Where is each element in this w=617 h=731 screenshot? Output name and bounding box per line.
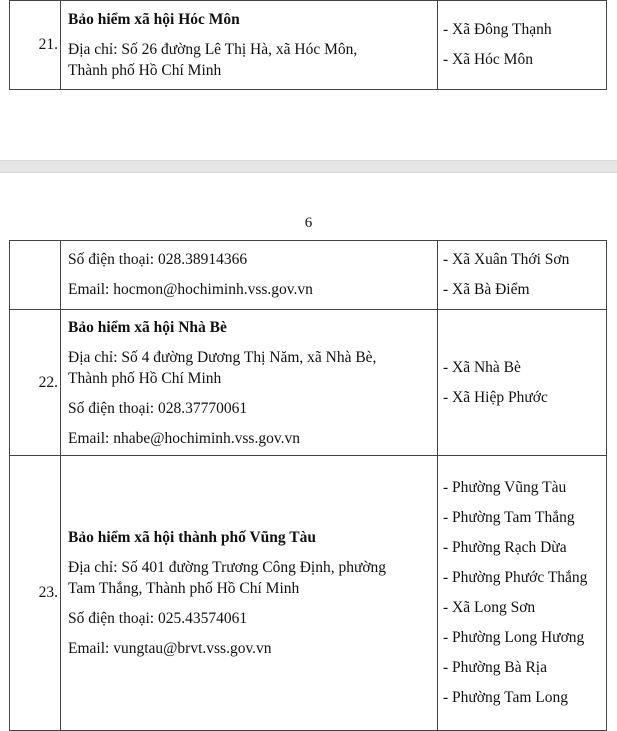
office-table-page-2 <box>9 240 607 731</box>
office-info <box>61 241 438 310</box>
table-row <box>10 456 607 731</box>
district-list <box>438 456 607 731</box>
district-item: - Xã Hiệp Phước <box>443 388 548 406</box>
office-address-line: Địa chỉ: Số 401 đường Trương Công Định, phường <box>68 559 387 576</box>
district-item: - Xã Nhà Bè <box>443 358 521 376</box>
office-address-line: Thành phố Hồ Chí Minh <box>68 62 222 79</box>
office-name: Bảo hiểm xã hội thành phố Vũng Tàu <box>68 529 316 546</box>
district-item: - Phường Phước Thắng <box>443 569 588 586</box>
office-name: Bảo hiểm xã hội Nhà Bè <box>68 318 227 336</box>
district-item: - Xã Long Sơn <box>443 599 536 616</box>
row-number: 22. <box>10 310 61 456</box>
district-item: - Xã Xuân Thới Sơn <box>443 251 570 268</box>
row-number <box>10 241 61 310</box>
office-table-page-1 <box>9 0 607 90</box>
row-number: 21. <box>10 1 61 90</box>
page-separator <box>0 160 617 173</box>
office-email: Email: vungtau@brvt.vss.gov.vn <box>68 640 272 657</box>
district-list <box>438 1 607 90</box>
district-item: - Phường Tam Thắng <box>443 509 575 526</box>
office-address-line: Địa chỉ: Số 4 đường Dương Thị Năm, xã Nhà Bè, <box>68 348 377 366</box>
district-list <box>438 241 607 310</box>
district-item: - Xã Đông Thạnh <box>443 21 552 38</box>
row-number: 23. <box>10 456 61 731</box>
office-info <box>61 456 438 731</box>
office-address-line: Tam Thắng, Thành phố Hồ Chí Minh <box>68 580 300 597</box>
office-email: Email: nhabe@hochiminh.vss.gov.vn <box>68 429 300 447</box>
district-item: - Xã Bà Điểm <box>443 281 530 298</box>
office-phone: Số điện thoại: 028.37770061 <box>68 399 248 417</box>
district-list <box>438 310 607 456</box>
district-item: - Phường Long Hương <box>443 629 585 646</box>
table-row <box>10 241 607 310</box>
page-number: 6 <box>304 215 313 231</box>
office-info <box>61 1 438 90</box>
office-phone: Số điện thoại: 025.43574061 <box>68 610 248 627</box>
table-row <box>10 310 607 456</box>
office-address-line: Địa chỉ: Số 26 đường Lê Thị Hà, xã Hóc Môn, <box>68 41 358 58</box>
office-info <box>61 310 438 456</box>
district-item: - Phường Tam Long <box>443 689 569 706</box>
district-item: - Phường Rạch Dừa <box>443 539 567 556</box>
table-row <box>10 1 607 90</box>
office-email: Email: hocmon@hochiminh.vss.gov.vn <box>68 281 313 298</box>
district-item: - Xã Hóc Môn <box>443 51 533 68</box>
district-item: - Phường Bà Rịa <box>443 659 547 676</box>
district-item: - Phường Vũng Tàu <box>443 479 567 496</box>
office-name: Bảo hiểm xã hội Hóc Môn <box>68 11 240 28</box>
office-address-line: Thành phố Hồ Chí Minh <box>68 369 222 387</box>
office-phone: Số điện thoại: 028.38914366 <box>68 251 248 268</box>
